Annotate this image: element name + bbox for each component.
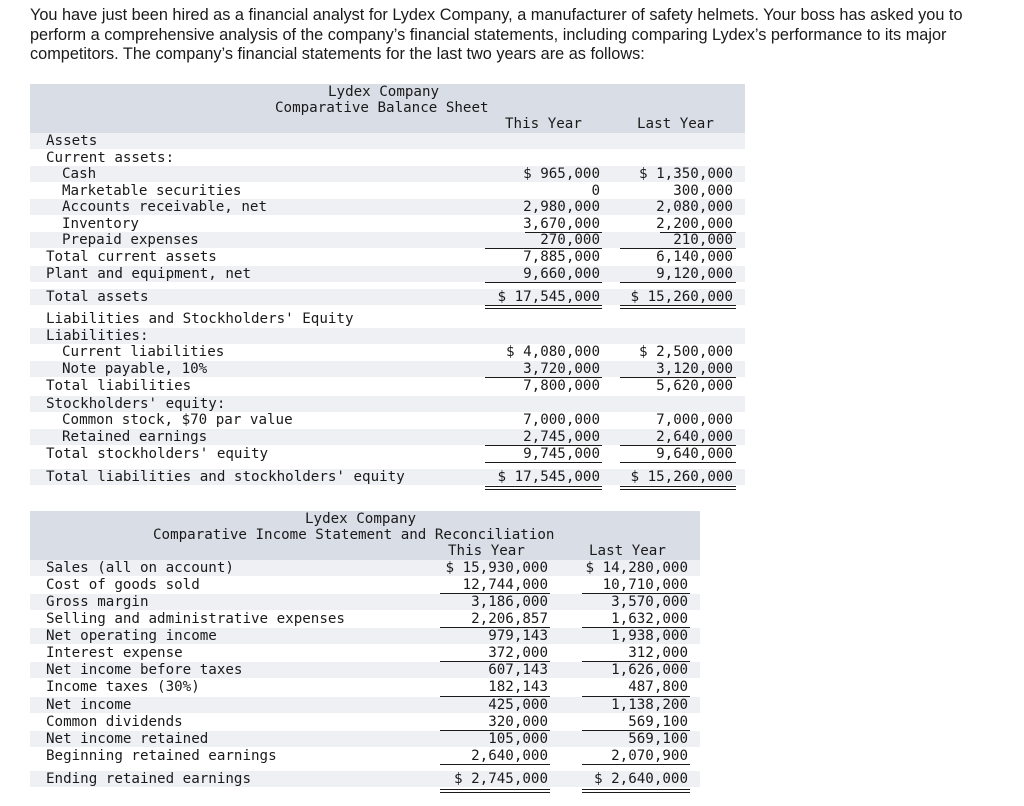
balance-sheet-last-year-value: 2,080,000 [656,199,733,215]
balance-sheet-underline [620,377,736,378]
income-statement-row [30,594,700,611]
income-statement-underline [440,696,550,697]
balance-sheet-row [30,469,745,486]
balance-sheet-last-year-value: 7,000,000 [656,412,733,428]
balance-sheet-row [30,166,745,183]
income-statement-last-year-value: 1,626,000 [611,662,688,678]
balance-sheet-row-label: Plant and equipment, net [46,266,251,282]
balance-sheet-last-year-value: 3,120,000 [656,361,733,377]
income-statement-this-year-value: 2,206,857 [471,611,548,627]
income-statement-row-label: Cost of goods sold [46,577,200,593]
balance-sheet-row [30,429,745,446]
income-statement-row-label: Net income [46,697,132,713]
balance-sheet-col-this-year: This Year [505,116,582,132]
income-statement-underline [440,627,550,628]
balance-sheet-last-year-value: 2,200,000 [656,216,733,232]
income-statement-double-rule [440,789,550,793]
balance-sheet-row [30,266,745,283]
balance-sheet-row [30,412,745,429]
income-statement-last-year-value: 2,070,900 [611,748,688,764]
income-statement-row [30,645,700,662]
income-statement-row [30,748,700,765]
income-statement-last-year-value: 10,710,000 [602,577,688,593]
income-statement-row [30,714,700,731]
balance-sheet-underline [620,445,736,446]
income-statement-underline [582,730,690,731]
income-statement-row-label: Interest expense [46,645,183,661]
balance-sheet-row-label: Current assets: [46,150,175,166]
balance-sheet-row-label: Total liabilities and stockholders' equity [46,469,405,485]
income-statement-double-rule [582,789,690,793]
income-statement-company: Lydex Company [305,511,417,527]
income-statement-row-label: Gross margin [46,594,149,610]
balance-sheet-row-label: Cash [62,166,97,182]
balance-sheet-row-label: Total stockholders' equity [46,446,269,462]
balance-sheet-this-year-value: $ 4,080,000 [506,344,600,360]
balance-sheet-underline [485,445,602,446]
balance-sheet-underline [485,282,602,283]
balance-sheet-last-year-value: 210,000 [673,232,733,248]
balance-sheet-underline [660,232,736,233]
balance-sheet-this-year-value: 7,885,000 [523,249,600,265]
income-statement-last-year-value: 312,000 [628,645,688,661]
balance-sheet-this-year-value: 7,000,000 [523,412,600,428]
income-statement-col-this-year: This Year [448,543,525,559]
income-statement-last-year-value: $ 2,640,000 [594,771,688,787]
balance-sheet-title: Comparative Balance Sheet [275,100,489,116]
balance-sheet-last-year-value: 9,120,000 [656,266,733,282]
income-statement-row [30,662,700,679]
balance-sheet-col-last-year: Last Year [637,116,714,132]
balance-sheet-last-year-value: 2,640,000 [656,429,733,445]
balance-sheet-this-year-value: $ 17,545,000 [497,289,600,305]
balance-sheet-row [30,249,745,266]
income-statement-row-label: Beginning retained earnings [46,748,277,764]
income-statement-underline [440,661,550,662]
balance-sheet-last-year-value: 9,640,000 [656,446,733,462]
income-statement-row [30,577,700,594]
income-statement-underline [440,593,550,594]
balance-sheet-row [30,150,745,167]
balance-sheet-underline [485,377,602,378]
income-statement-this-year-value: 12,744,000 [462,577,548,593]
balance-sheet-this-year-value: 270,000 [540,232,600,248]
income-statement-underline [582,764,690,765]
income-statement-this-year-value: 979,143 [488,628,548,644]
balance-sheet-double-rule [485,305,602,309]
income-statement-row-label: Income taxes (30%) [46,679,200,695]
income-statement-row-label: Net income retained [46,731,209,747]
balance-sheet-row-label: Liabilities: [46,328,149,344]
balance-sheet-double-rule [485,486,602,490]
balance-sheet-row-label: Retained earnings [62,429,208,445]
balance-sheet-row-label: Marketable securities [62,183,242,199]
balance-sheet-last-year-value: 5,620,000 [656,378,733,394]
balance-sheet-row-label: Assets [46,133,98,149]
income-statement-row-label: Sales (all on account) [46,560,234,576]
income-statement-title: Comparative Income Statement and Reconciliation [153,527,555,543]
income-statement-row [30,731,700,748]
balance-sheet-row-label: Common stock, $70 par value [62,412,293,428]
income-statement-last-year-value: 3,570,000 [611,594,688,610]
income-statement-row [30,628,700,645]
income-statement-this-year-value: $ 15,930,000 [445,560,548,576]
income-statement-this-year-value: 372,000 [488,645,548,661]
balance-sheet-this-year-value: 2,745,000 [523,429,600,445]
balance-sheet-underline [620,282,736,283]
balance-sheet-row [30,361,745,378]
balance-sheet-row-label: Total current assets [46,249,217,265]
balance-sheet-last-year-value: $ 2,500,000 [639,344,733,360]
balance-sheet-last-year-value: $ 15,260,000 [630,469,733,485]
income-statement-underline [440,764,550,765]
balance-sheet-company: Lydex Company [328,84,440,100]
balance-sheet-last-year-value: $ 1,350,000 [639,166,733,182]
intro-paragraph: You have just been hired as a financial analyst for Lydex Company, a manufacturer of safety helmets. Your boss has asked you to perform a comprehensive analysis of the company’s financial statements, including comparing Lydex’s performance to its major competitors. The company’s financial statements for the last two years are as follows: [30,6,963,63]
income-statement-row [30,679,700,696]
income-statement-row-label: Net income before taxes [46,662,243,678]
balance-sheet-row-label: Inventory [62,216,139,232]
balance-sheet-row-label: Liabilities and Stockholders' Equity [46,311,354,327]
income-statement-underline [582,696,690,697]
balance-sheet-last-year-value: $ 15,260,000 [630,289,733,305]
balance-sheet-this-year-value: 2,980,000 [523,199,600,215]
balance-sheet-this-year-value: $ 17,545,000 [497,469,600,485]
income-statement-last-year-value: 1,938,000 [611,628,688,644]
income-statement-last-year-value: 1,138,200 [611,697,688,713]
balance-sheet-this-year-value: 9,660,000 [523,266,600,282]
balance-sheet-row [30,446,745,463]
balance-sheet-underline [620,248,736,249]
balance-sheet-this-year-value: 3,670,000 [523,216,600,232]
income-statement-this-year-value: 105,000 [488,731,548,747]
balance-sheet-last-year-value: 300,000 [673,183,733,199]
balance-sheet-row [30,289,745,306]
balance-sheet-row-label: Note payable, 10% [62,361,208,377]
balance-sheet-row [30,396,745,413]
income-statement-row-label: Selling and administrative expenses [46,611,345,627]
income-statement-row-label: Net operating income [46,628,217,644]
balance-sheet-underline [485,462,602,463]
balance-sheet-row-label: Stockholders' equity: [46,396,226,412]
income-statement-row-label: Ending retained earnings [46,771,251,787]
balance-sheet-table [30,84,745,494]
balance-sheet-this-year-value: 9,745,000 [523,446,600,462]
balance-sheet-row-label: Total assets [46,289,149,305]
income-statement-row [30,611,700,628]
balance-sheet-underline [525,232,602,233]
income-statement-this-year-value: 320,000 [488,714,548,730]
income-statement-last-year-value: 569,100 [628,731,688,747]
income-statement-this-year-value: 3,186,000 [471,594,548,610]
balance-sheet-double-rule [620,305,736,309]
balance-sheet-row-label: Prepaid expenses [62,232,199,248]
balance-sheet-row [30,328,745,345]
income-statement-row [30,560,700,577]
balance-sheet-row [30,133,745,150]
balance-sheet-this-year-value: $ 965,000 [523,166,600,182]
balance-sheet-row [30,344,745,361]
balance-sheet-double-rule [620,486,736,490]
balance-sheet-this-year-value: 7,800,000 [523,378,600,394]
balance-sheet-this-year-value: 3,720,000 [523,361,600,377]
income-statement-last-year-value: $ 14,280,000 [585,560,688,576]
income-statement-row-label: Common dividends [46,714,183,730]
income-statement-last-year-value: 569,100 [628,714,688,730]
balance-sheet-row [30,378,745,395]
balance-sheet-row-label: Accounts receivable, net [62,199,267,215]
income-statement-this-year-value: 182,143 [488,679,548,695]
income-statement-row [30,697,700,714]
income-statement-this-year-value: 607,143 [488,662,548,678]
income-statement-row [30,771,700,788]
income-statement-table [30,511,700,796]
balance-sheet-row [30,232,745,249]
balance-sheet-this-year-value: 0 [591,183,600,199]
balance-sheet-row [30,199,745,216]
balance-sheet-row [30,311,745,328]
income-statement-underline [582,593,690,594]
income-statement-underline [582,627,690,628]
income-statement-this-year-value: 2,640,000 [471,748,548,764]
balance-sheet-last-year-value: 6,140,000 [656,249,733,265]
income-statement-underline [582,661,690,662]
income-statement-last-year-value: 1,632,000 [611,611,688,627]
balance-sheet-row-label: Total liabilities [46,378,192,394]
income-statement-col-last-year: Last Year [589,543,666,559]
income-statement-underline [440,730,550,731]
income-statement-this-year-value: 425,000 [488,697,548,713]
balance-sheet-row-label: Current liabilities [62,344,225,360]
balance-sheet-row [30,183,745,200]
balance-sheet-underline [485,248,602,249]
income-statement-last-year-value: 487,800 [628,679,688,695]
income-statement-this-year-value: $ 2,745,000 [454,771,548,787]
balance-sheet-row [30,216,745,233]
balance-sheet-underline [620,462,736,463]
